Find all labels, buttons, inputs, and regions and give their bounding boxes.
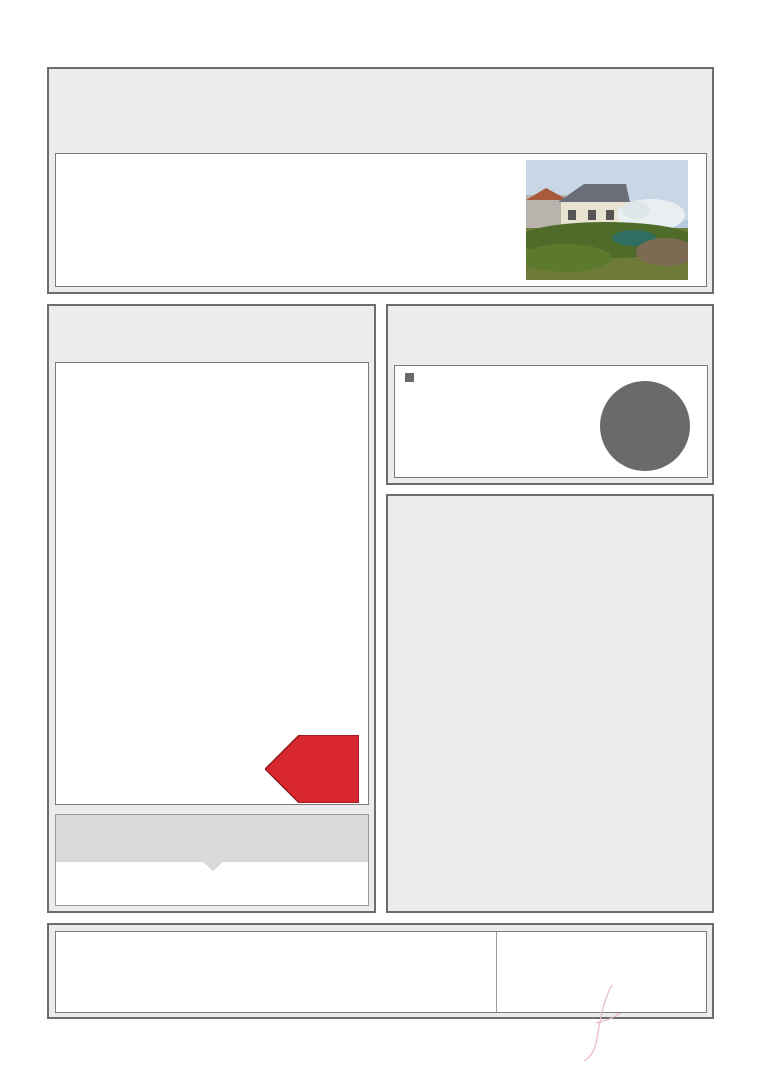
result-indicator <box>265 735 359 803</box>
signature-flourish-icon <box>582 983 622 1063</box>
classification-scale <box>55 362 369 805</box>
requirement-panel <box>55 814 369 906</box>
building-photo <box>526 160 688 280</box>
distribution-chart <box>394 365 708 478</box>
digital-signature <box>552 983 712 1063</box>
classification-section <box>47 304 376 913</box>
header-section <box>47 67 714 294</box>
legend-swatch <box>405 373 414 382</box>
pie-slice-electricity <box>600 381 690 471</box>
energy-distribution-section <box>386 304 714 485</box>
indicators-section <box>386 494 714 913</box>
building-info-panel <box>55 153 707 287</box>
